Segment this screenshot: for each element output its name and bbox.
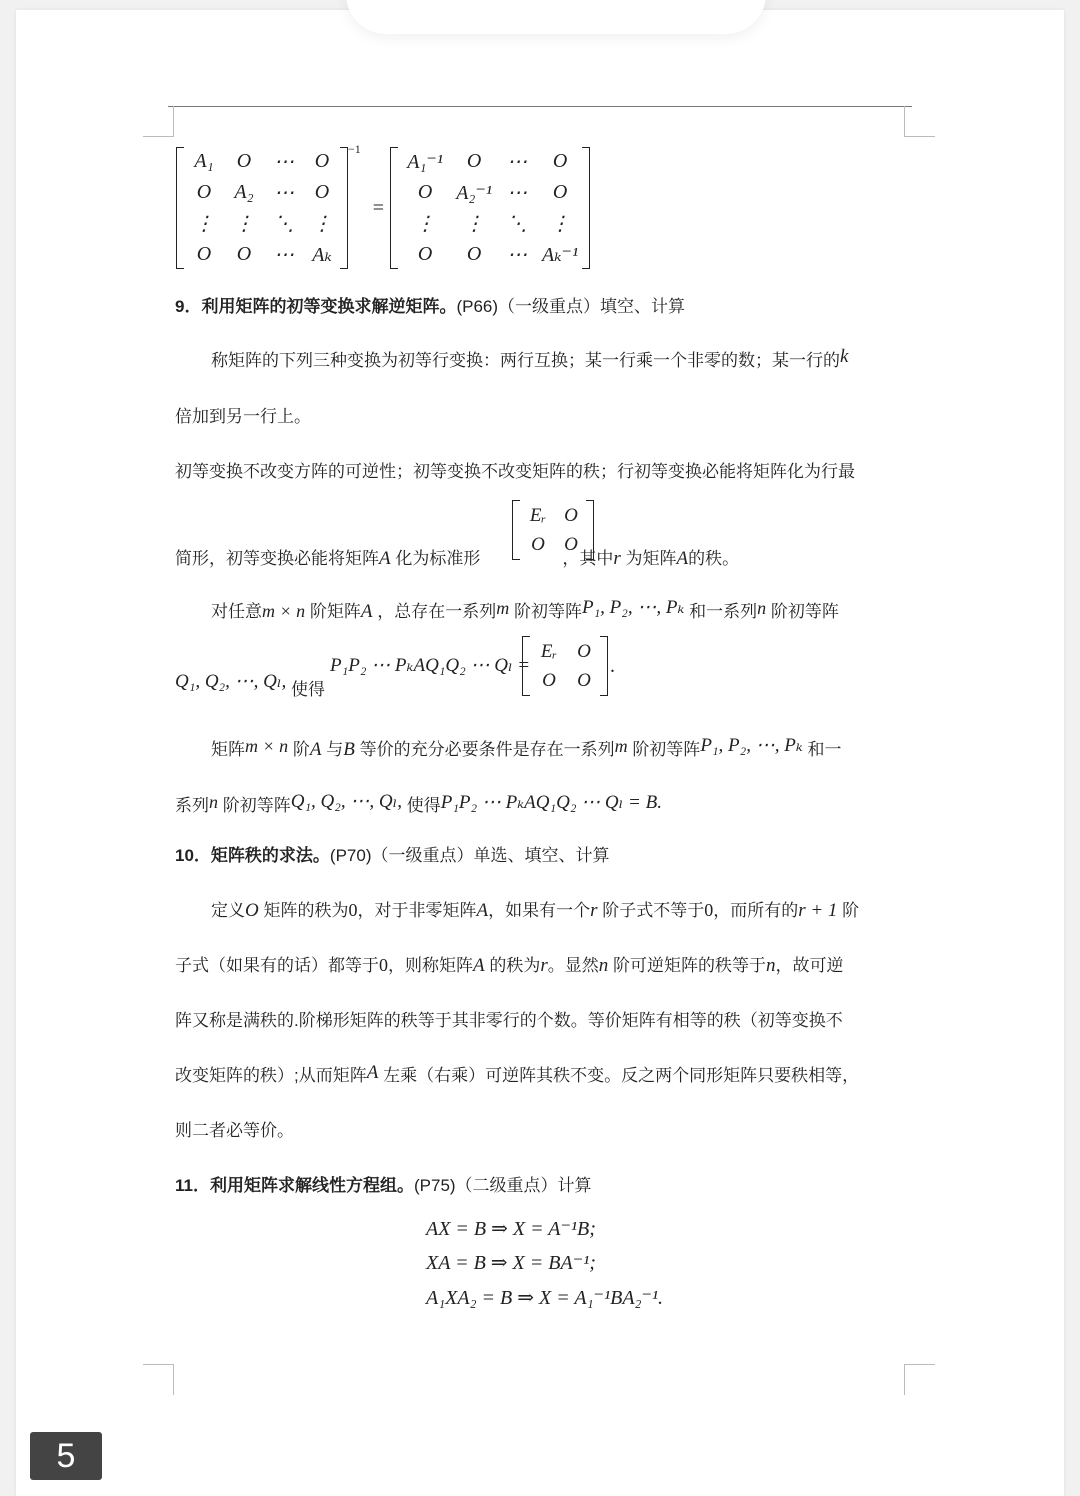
equation-2: XA = B ⇒ X = BA⁻¹; bbox=[426, 1252, 596, 1274]
equals-sign: = bbox=[372, 196, 385, 219]
paragraph: 对任意m × n 阶矩阵A ，总存在一系列m 阶初等阵P₁, P₂, ⋯, Pₖ 和一系列n 阶初等阵 bbox=[211, 597, 839, 622]
paragraph: 定义O 矩阵的秩为0，对于非零矩阵A，如果有一个r 阶子式不等于0，而所有的r + 1 阶 bbox=[211, 900, 860, 921]
page-number-badge: 5 bbox=[30, 1432, 102, 1480]
paragraph: 子式（如果有的话）都等于0，则称矩阵A 的秩为r。显然n 阶可逆矩阵的秩等于n，故可逆 bbox=[175, 955, 844, 976]
section-10-heading: 10．矩阵秩的求法。(P70)（一级重点）单选、填空、计算 bbox=[175, 846, 610, 865]
left-block-matrix: A₁ O ⋯ O O A₂ ⋯ O ⋮ ⋮ ⋱ ⋮ O O ⋯ Aₖ bbox=[194, 150, 332, 266]
standard-form-matrix: Eᵣ O O O bbox=[512, 500, 594, 560]
section-11-heading: 11．利用矩阵求解线性方程组。(P75)（二级重点）计算 bbox=[175, 1176, 592, 1195]
header-rule bbox=[168, 106, 912, 107]
pq-equation: P₁P₂ ⋯ PₖAQ₁Q₂ ⋯ Qₗ = bbox=[330, 655, 531, 676]
crop-mark bbox=[904, 1364, 935, 1395]
paragraph: 矩阵m × n 阶A 与B 等价的充分必要条件是存在一系列m 阶初等阵P₁, P₂, ⋯, Pₖ 和一 bbox=[211, 735, 842, 760]
right-block-matrix: A₁⁻¹ O ⋯ O O A₂⁻¹ ⋯ O ⋮ ⋮ ⋱ ⋮ O O ⋯ Aₖ⁻¹ bbox=[407, 150, 579, 266]
paragraph: 简形，初等变换必能将矩阵A 化为标准形 ，其中r 为矩阵A的秩。 bbox=[175, 548, 740, 569]
paragraph: Q₁, Q₂, ⋯, Qₗ, 使得 bbox=[175, 671, 325, 699]
paragraph: 初等变换不改变方阵的可逆性；初等变换不改变矩阵的秩；行初等变换必能将矩阵化为行最 bbox=[175, 462, 855, 481]
inverse-exponent: −1 bbox=[348, 142, 361, 156]
viewer-top-tab bbox=[346, 0, 766, 34]
crop-mark bbox=[143, 106, 174, 137]
block-inverse-formula bbox=[176, 142, 590, 270]
crop-mark bbox=[143, 1364, 174, 1395]
crop-mark bbox=[904, 106, 935, 137]
paragraph: 系列n 阶初等阵Q₁, Q₂, ⋯, Qₗ, 使得P₁P₂ ⋯ PₖAQ₁Q₂ ⋯ Qₗ = B. bbox=[175, 791, 662, 815]
pq-result-matrix: Eᵣ O O O . bbox=[522, 636, 615, 696]
equation-3: A₁XA₂ = B ⇒ X = A₁⁻¹BA₂⁻¹. bbox=[426, 1287, 664, 1309]
paragraph: 称矩阵的下列三种变换为初等行变换：两行互换；某一行乘一个非零的数；某一行的k bbox=[211, 346, 849, 370]
section-9-heading: 9．利用矩阵的初等变换求解逆矩阵。(P66)（一级重点）填空、计算 bbox=[175, 297, 686, 316]
paragraph: 改变矩阵的秩）;从而矩阵A 左乘（右乘）可逆阵其秩不变。反之两个同形矩阵只要秩相等， bbox=[175, 1062, 860, 1085]
equation-1: AX = B ⇒ X = A⁻¹B; bbox=[426, 1218, 596, 1240]
paragraph: 倍加到另一行上。 bbox=[175, 407, 311, 426]
paragraph: 阵又称是满秩的.阶梯形矩阵的秩等于其非零行的个数。等价矩阵有相等的秩（初等变换不 bbox=[175, 1011, 843, 1030]
paragraph: 则二者必等价。 bbox=[175, 1121, 294, 1140]
